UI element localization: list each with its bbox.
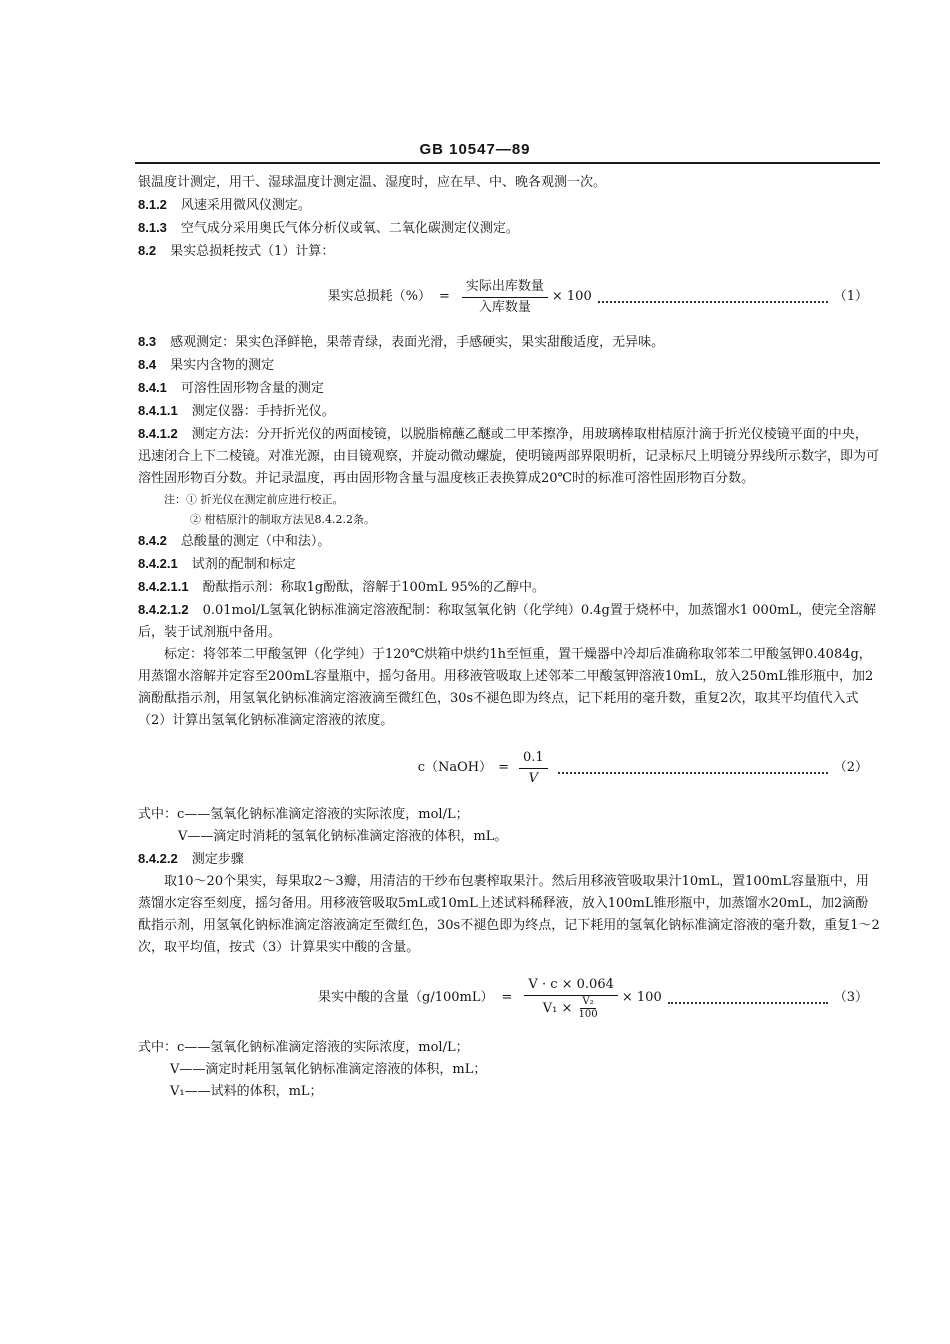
standard-code-header: GB 10547—89 [419,141,531,158]
section-number: 8.3 [138,334,157,349]
section-8-4-2-1-2 [138,599,880,644]
nested-fraction [576,996,599,1021]
section-number: 8.4.2.1 [138,556,178,571]
header-divider [135,162,880,164]
nested-denominator: 100 [578,1009,598,1020]
section-number: 8.4 [138,357,157,372]
section-8-4-1-1 [138,400,880,423]
section-8-4 [138,354,880,377]
section-text: 测定步骤 [191,852,244,867]
section-text: 可溶性固形物含量的测定 [180,381,324,396]
section-8-4-2-1 [138,553,880,576]
section-number: 8.4.2.2 [138,851,178,866]
section-8-1-3 [138,217,880,240]
multiplier: × 100 [621,990,662,1005]
denominator-part: V₁ × [542,1001,573,1016]
formula-1 [138,267,880,327]
section-8-4-1 [138,377,880,400]
denominator [539,996,604,1021]
equation-number: （3） [833,990,868,1005]
procedure-paragraph: 取10～20个果实，每果取2～3瓣，用清洁的干纱布包裹榨取果汁。然后用移液管吸取果汁10mL，置100mL容量瓶中，用蒸馏水定容至刻度，摇匀备用。用移液管吸取5mL或10mL上述试料稀释液，放入100mL锥形瓶中，加蒸馏水20mL，加2滴酚酞指示剂，用氢氧化钠标准滴定溶液滴定至微红色，30s不褪色即为终点，记下耗用的氢氧化钠标准滴定溶液的毫升数，重复1～2次，取平均值，按式（3）计算果实中酸的含量。 [138,874,880,955]
nested-numerator: V₂ [582,996,594,1007]
section-8-4-2 [138,530,880,553]
section-text: 测定仪器：手持折光仪。 [191,404,335,419]
definition-v: V——滴定时耗用氢氧化钠标准滴定溶液的体积，mL； [170,1062,487,1077]
note-1: 注：① 折光仪在测定前应进行校正。 [164,493,344,506]
section-number: 8.4.1 [138,380,167,395]
section-number: 8.4.2.1.1 [138,579,189,594]
section-8-3 [138,331,880,354]
denominator: 入库数量 [478,299,531,315]
definition-c: 式中：c——氢氧化钠标准滴定溶液的实际浓度，mol/L； [138,1040,469,1055]
note-2: ② 柑桔原汁的制取方法见8.4.2.2条。 [190,513,375,526]
section-text: 感观测定：果实色泽鲜艳，果蒂青绿，表面光滑，手感硬实，果实甜酸适度，无异味。 [170,335,665,350]
section-number: 8.4.1.2 [138,426,178,441]
section-number: 8.4.2 [138,533,167,548]
fraction [462,277,548,318]
formula-lhs: 果实中酸的含量（g/100mL） [318,990,494,1005]
section-number: 8.4.2.1.2 [138,602,189,617]
formula-lhs: 果实总损耗（%） [327,289,431,304]
section-text: 0.01mol/L氢氧化钠标准滴定溶液配制：称取氢氧化钠（化学纯）0.4g置于烧杯中，加蒸馏水1 000mL，使完全溶解后，装于试剂瓶中备用。 [138,603,877,640]
multiplier: × 100 [551,289,592,304]
leader-dots [668,992,828,1004]
section-text: 总酸量的测定（中和法）。 [180,534,331,549]
fraction [519,748,548,789]
equals-sign: = [498,760,510,775]
equals-sign: = [501,990,513,1005]
numerator: V · c × 0.064 [524,975,617,996]
section-8-4-1-2 [138,423,880,490]
equation-number: （2） [833,760,868,775]
section-number: 8.4.1.1 [138,403,178,418]
section-number: 8.1.3 [138,220,167,235]
formula-lhs: c（NaOH） [417,760,493,775]
section-number: 8.1.2 [138,197,167,212]
section-8-2 [138,240,880,263]
equals-sign: = [438,289,450,304]
numerator: 0.1 [519,748,548,769]
section-text: 风速采用微风仪测定。 [180,198,311,213]
section-text: 试剂的配制和标定 [191,557,296,572]
section-text: 测定方法：分开折光仪的两面棱镜，以脱脂棉蘸乙醚或二甲苯擦净，用玻璃棒取柑桔原汁滴于折光仪棱镜平面的中央，迅速闭合上下二棱镜。对准光源，由目镜观察，并旋动微动螺旋，使明镜两部界限明析，记录标尺上明镜分界线所示数字，即为可溶性固形物百分数。并记录温度，再由固形物含量与温度核正表换算成20℃时的标准可溶性固形物百分数。 [138,427,880,486]
document-body [138,172,880,1103]
fraction [524,975,617,1021]
section-number: 8.2 [138,243,157,258]
leader-dots [598,291,828,303]
numerator: 实际出库数量 [462,277,548,298]
section-8-4-2-2 [138,848,880,871]
section-text: 果实总损耗按式（1）计算： [170,244,335,259]
formula-2 [138,736,880,800]
section-text: 空气成分采用奥氏气体分析仪或氧、二氧化碳测定仪测定。 [180,221,519,236]
denominator: V [528,770,539,786]
leader-dots [558,762,828,774]
section-8-1-2 [138,194,880,217]
section-8-4-2-1-1 [138,576,880,599]
section-text: 酚酞指示剂：称取1g酚酞，溶解于100mL 95%的乙醇中。 [202,580,546,595]
section-text: 果实内含物的测定 [170,358,275,373]
formula-3 [138,963,880,1033]
definition-v1: V₁——试料的体积，mL； [170,1084,323,1099]
paragraph: 银温度计测定，用干、湿球温度计测定温、湿度时，应在早、中、晚各观测一次。 [138,175,607,190]
calibration-paragraph: 标定：将邻苯二甲酸氢钾（化学纯）于120℃烘箱中烘约1h至恒重，置干燥器中冷却后准确称取邻苯二甲酸氢钾0.4084g，用蒸馏水溶解并定容至200mL容量瓶中，摇匀备用。用移液管吸取上述邻苯二甲酸氢钾溶液10mL，放入250mL锥形瓶中，加2滴酚酞指示剂，用氢氧化钠标准滴定溶液滴至微红色，30s不褪色即为终点，记下耗用的毫升数，重复2次，取其平均值代入式（2）计算出氢氧化钠标准滴定溶液的浓度。 [138,647,874,728]
equation-number: （1） [833,289,868,304]
definition-v: V——滴定时消耗的氢氧化钠标准滴定溶液的体积，mL。 [178,829,508,844]
definition-c: 式中：c——氢氧化钠标准滴定溶液的实际浓度，mol/L； [138,807,469,822]
